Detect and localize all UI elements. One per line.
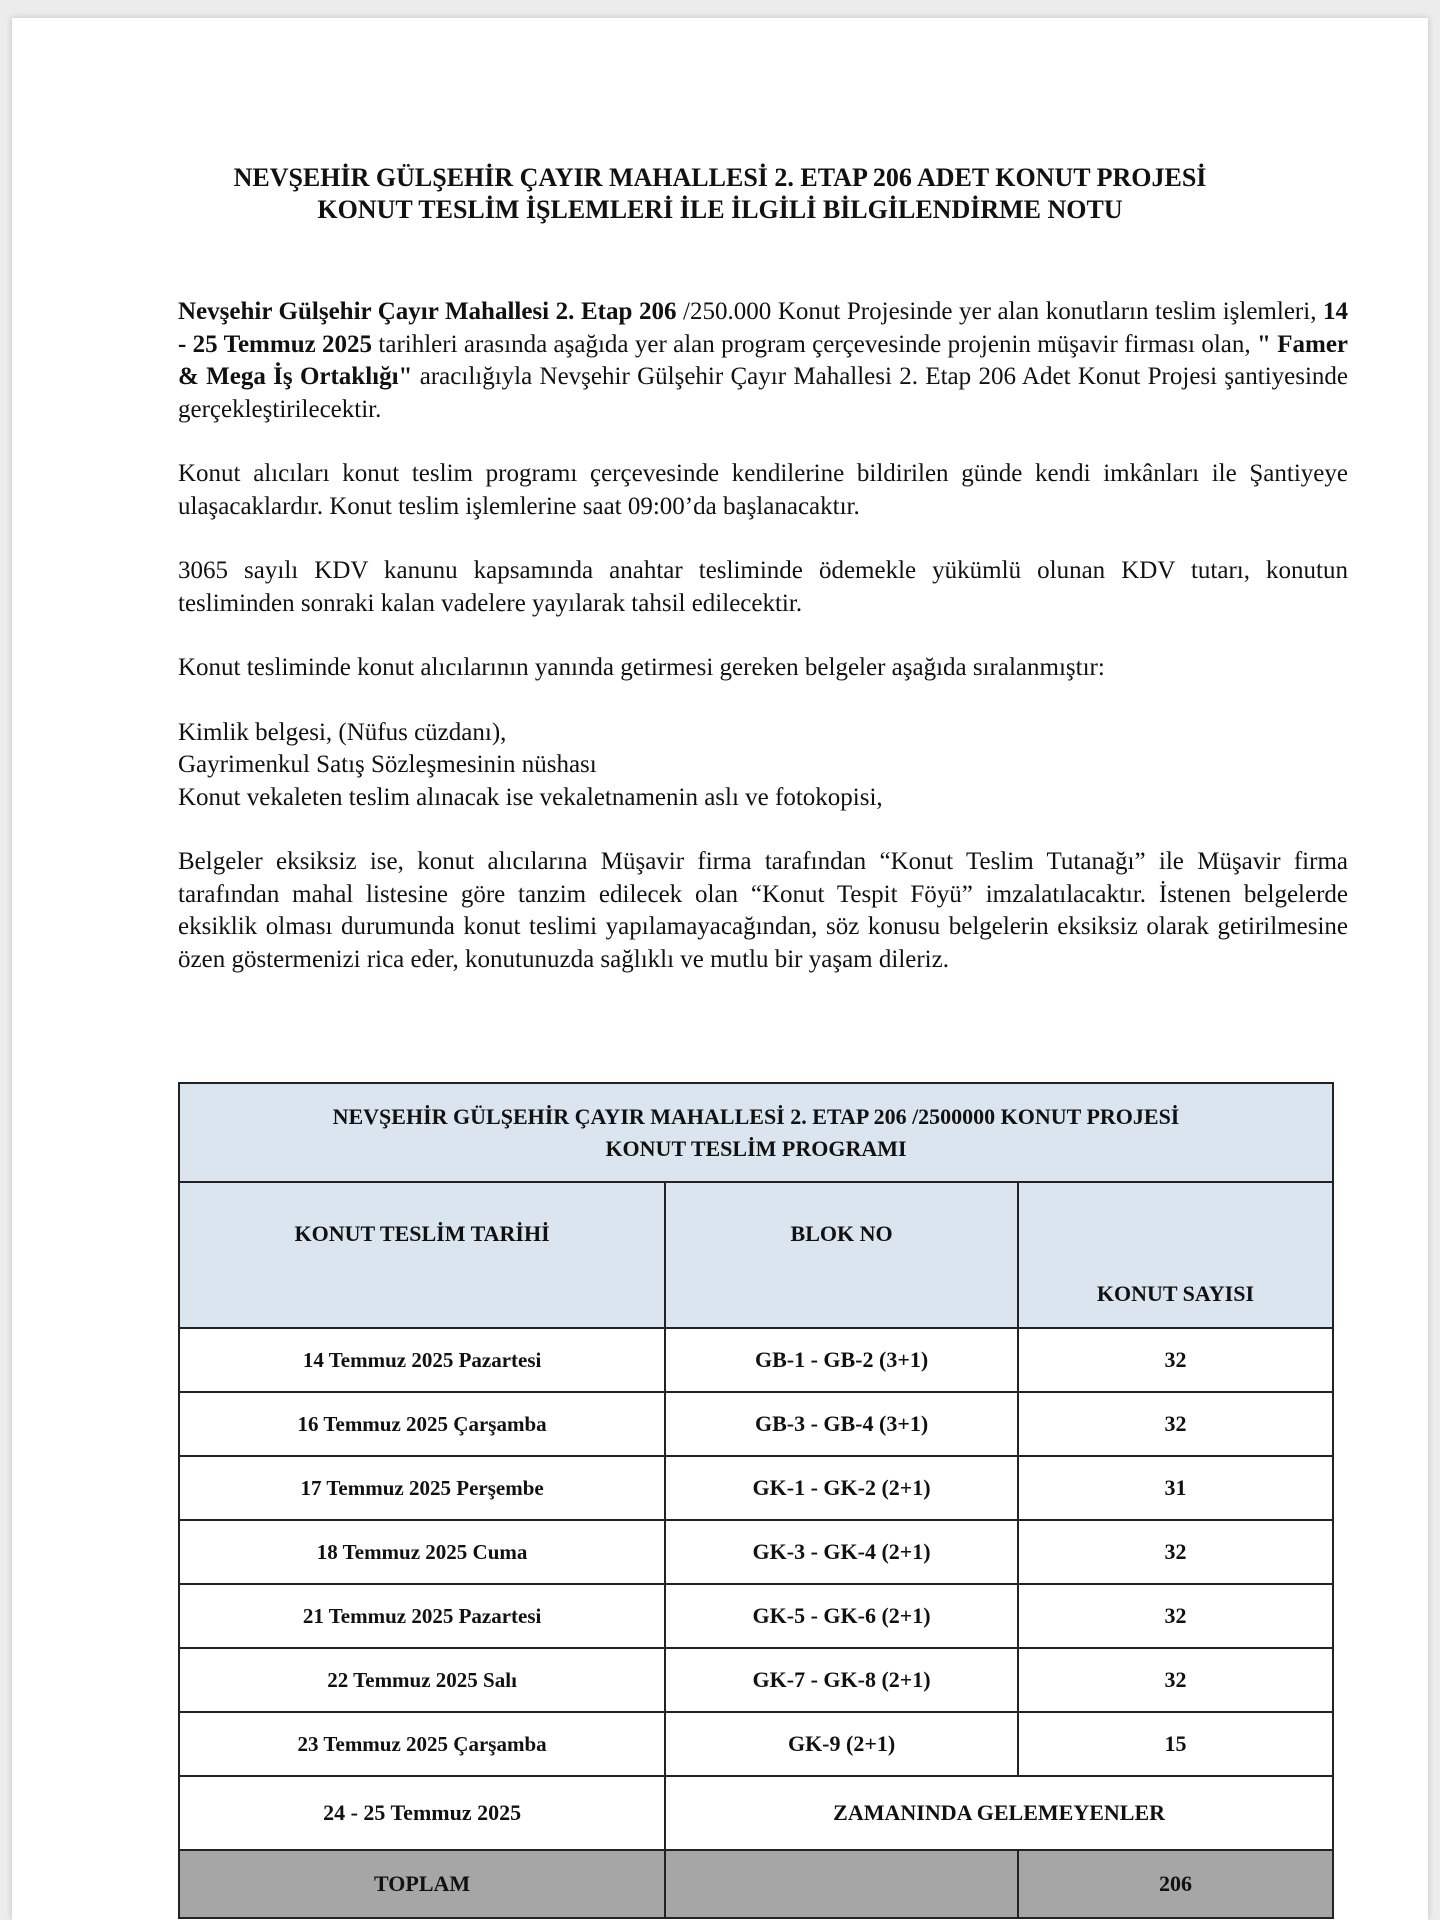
cell-block: GK-9 (2+1) xyxy=(665,1712,1018,1776)
title-line-1: NEVŞEHİR GÜLŞEHİR ÇAYIR MAHALLESİ 2. ETAP 206 ADET KONUT PROJESİ xyxy=(233,163,1207,192)
document-page xyxy=(12,18,1428,1920)
cell-date: 23 Temmuz 2025 Çarşamba xyxy=(179,1712,665,1776)
document-body xyxy=(178,296,1348,1008)
table-row xyxy=(179,1392,1333,1456)
table-title-row xyxy=(179,1083,1333,1182)
cell-date: 16 Temmuz 2025 Çarşamba xyxy=(179,1392,665,1456)
table-row xyxy=(179,1584,1333,1648)
cell-block: GK-7 - GK-8 (2+1) xyxy=(665,1648,1018,1712)
paragraph-delivery-info xyxy=(178,296,1348,426)
cell-block: GB-1 - GB-2 (3+1) xyxy=(665,1328,1018,1392)
header-date: KONUT TESLİM TARİHİ xyxy=(179,1182,665,1328)
cell-date: 17 Temmuz 2025 Perşembe xyxy=(179,1456,665,1520)
cell-count: 32 xyxy=(1018,1520,1333,1584)
cell-count: 15 xyxy=(1018,1712,1333,1776)
header-block: BLOK NO xyxy=(665,1182,1018,1328)
cell-date: 22 Temmuz 2025 Salı xyxy=(179,1648,665,1712)
cell-date: 24 - 25 Temmuz 2025 xyxy=(179,1776,665,1850)
consultant-firm-bold: " Famer & Mega İş Ortaklığı" xyxy=(178,330,1349,390)
table-total-row xyxy=(179,1850,1333,1918)
cell-block: GK-5 - GK-6 (2+1) xyxy=(665,1584,1018,1648)
paragraph-vat: 3065 sayılı KDV kanunu kapsamında anahtar tesliminde ödemekle yükümlü olunan KDV tutarı, konutun tesliminden sonraki kalan vadelere yayılarak tahsil edilecektir. xyxy=(178,557,1348,617)
title-line-2: KONUT TESLİM İŞLEMLERİ İLE İLGİLİ BİLGİLENDİRME NOTU xyxy=(317,195,1123,224)
delivery-schedule-table xyxy=(178,1082,1334,1919)
table-title xyxy=(179,1083,1333,1182)
table-row xyxy=(179,1328,1333,1392)
paragraph-arrival: Konut alıcıları konut teslim programı çerçevesinde kendilerine bildirilen günde kendi imkânları ile Şantiyeye ulaşacaklardır. Konut teslim işlemlerine saat 09:00’da başlanacaktır. xyxy=(178,460,1348,520)
cell-count: 32 xyxy=(1018,1392,1333,1456)
total-empty-cell xyxy=(665,1850,1018,1918)
cell-count: 32 xyxy=(1018,1648,1333,1712)
paragraph-text: tarihleri arasında aşağıda yer alan program çerçevesinde projenin müşavir firması olan, xyxy=(372,330,1257,358)
cell-late-note: ZAMANINDA GELEMEYENLER xyxy=(665,1776,1333,1850)
cell-block: GB-3 - GB-4 (3+1) xyxy=(665,1392,1018,1456)
cell-date: 14 Temmuz 2025 Pazartesi xyxy=(179,1328,665,1392)
table-title-line-2: KONUT TESLİM PROGRAMI xyxy=(605,1135,907,1161)
cell-count: 32 xyxy=(1018,1584,1333,1648)
paragraph-documents-intro: Konut tesliminde konut alıcılarının yanında getirmesi gereken belgeler aşağıda sıralanmıştır: xyxy=(178,654,1105,681)
table-row xyxy=(179,1712,1333,1776)
date-range-bold: 14 - 25 Temmuz 2025 xyxy=(178,298,1349,358)
cell-date: 18 Temmuz 2025 Cuma xyxy=(179,1520,665,1584)
table-row xyxy=(179,1520,1333,1584)
list-item: Gayrimenkul Satış Sözleşmesinin nüshası xyxy=(178,751,597,778)
total-value: 206 xyxy=(1018,1850,1333,1918)
header-count: KONUT SAYISI xyxy=(1018,1182,1333,1328)
paragraph-text: /250.000 Konut Projesinde yer alan konutların teslim işlemleri, xyxy=(676,298,1324,325)
list-item: Konut vekaleten teslim alınacak ise vekaletnamenin aslı ve fotokopisi, xyxy=(178,783,883,811)
table-row-late xyxy=(179,1776,1333,1850)
project-name-bold: Nevşehir Gülşehir Çayır Mahallesi 2. Etap 206 xyxy=(178,298,677,325)
list-item: Kimlik belgesi, (Nüfus cüzdanı), xyxy=(178,718,507,746)
cell-block: GK-1 - GK-2 (2+1) xyxy=(665,1456,1018,1520)
documents-list xyxy=(178,717,1348,815)
table-header-row xyxy=(179,1182,1333,1328)
table-row xyxy=(179,1648,1333,1712)
cell-count: 31 xyxy=(1018,1456,1333,1520)
cell-count: 32 xyxy=(1018,1328,1333,1392)
cell-block: GK-3 - GK-4 (2+1) xyxy=(665,1520,1018,1584)
paragraph-text: aracılığıyla Nevşehir Gülşehir Çayır Mahallesi 2. Etap 206 Adet Konut Projesi şantiyesinde gerçekleştirilecektir. xyxy=(178,363,1349,423)
document-title xyxy=(12,162,1428,226)
cell-date: 21 Temmuz 2025 Pazartesi xyxy=(179,1584,665,1648)
table-row xyxy=(179,1456,1333,1520)
paragraph-closing: Belgeler eksiksiz ise, konut alıcılarına Müşavir firma tarafından “Konut Teslim Tutanağı” ile Müşavir firma tarafından mahal listesine göre tanzim edilecek olan “Konut Tespit Föyü” imzalatılacaktır. İstenen belgelerde eksiklik olması durumunda konut teslimi yapılamayacağından, söz konusu belgelerin eksiksiz olarak getirilmesine özen göstermenizi rica eder, konutunuzda sağlıklı ve mutlu bir yaşam dileriz. xyxy=(178,848,1348,973)
table-title-line-1: NEVŞEHİR GÜLŞEHİR ÇAYIR MAHALLESİ 2. ETAP 206 /2500000 KONUT PROJESİ xyxy=(332,1103,1180,1129)
total-label: TOPLAM xyxy=(179,1850,665,1918)
